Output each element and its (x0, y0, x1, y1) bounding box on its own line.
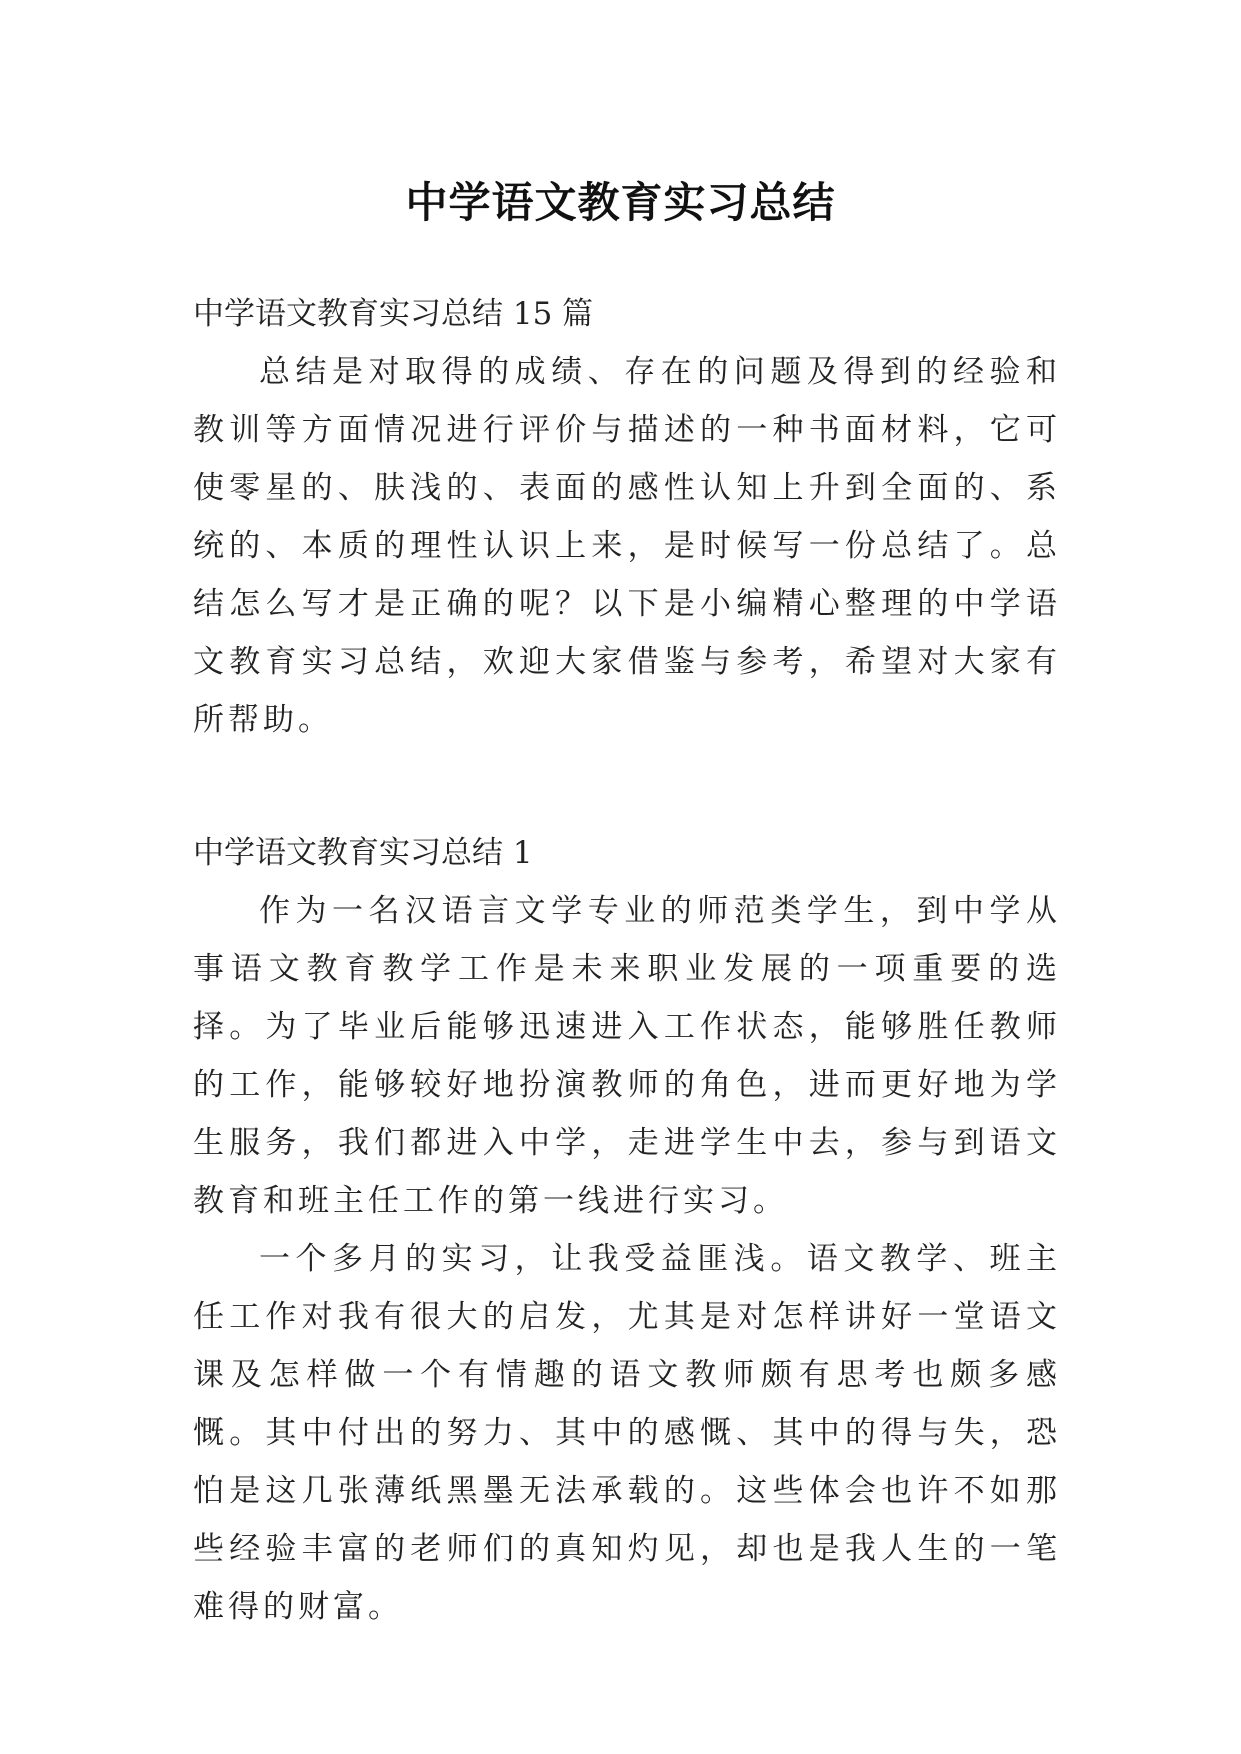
intro-section (193, 285, 1061, 749)
intro-heading: 中学语文教育实习总结 15 篇 (193, 296, 594, 332)
document-title: 中学语文教育实习总结 (405, 178, 836, 228)
intro-paragraph: 总结是对取得的成绩、存在的问题及得到的经验和教训等方面情况进行评价与描述的一种书面材料，它可使零星的、肤浅的、表面的感性认知上升到全面的、系统的、本质的理性认识上来，是时候写一份总结了。总结怎么写才是正确的呢？以下是小编精心整理的中学语文教育实习总结，欢迎大家借鉴与参考，希望对大家有所帮助。 (193, 354, 1061, 738)
section-1-paragraph-1: 作为一名汉语言文学专业的师范类学生，到中学从事语文教育教学工作是未来职业发展的一项重要的选择。为了毕业后能够迅速进入工作状态，能够胜任教师的工作，能够较好地扮演教师的角色，进而更好地为学生服务，我们都进入中学，走进学生中去，参与到语文教育和班主任工作的第一线进行实习。 (193, 893, 1061, 1219)
section-1-heading: 中学语文教育实习总结 1 (193, 835, 533, 871)
section-1-paragraph-2: 一个多月的实习，让我受益匪浅。语文教学、班主任工作对我有很大的启发，尤其是对怎样讲好一堂语文课及怎样做一个有情趣的语文教师颇有思考也颇多感慨。其中付出的努力、其中的感慨、其中的得与失，恐怕是这几张薄纸黑墨无法承载的。这些体会也许不如那些经验丰富的老师们的真知灼见，却也是我人生的一笔难得的财富。 (193, 1241, 1061, 1625)
section-1 (193, 824, 1061, 1636)
